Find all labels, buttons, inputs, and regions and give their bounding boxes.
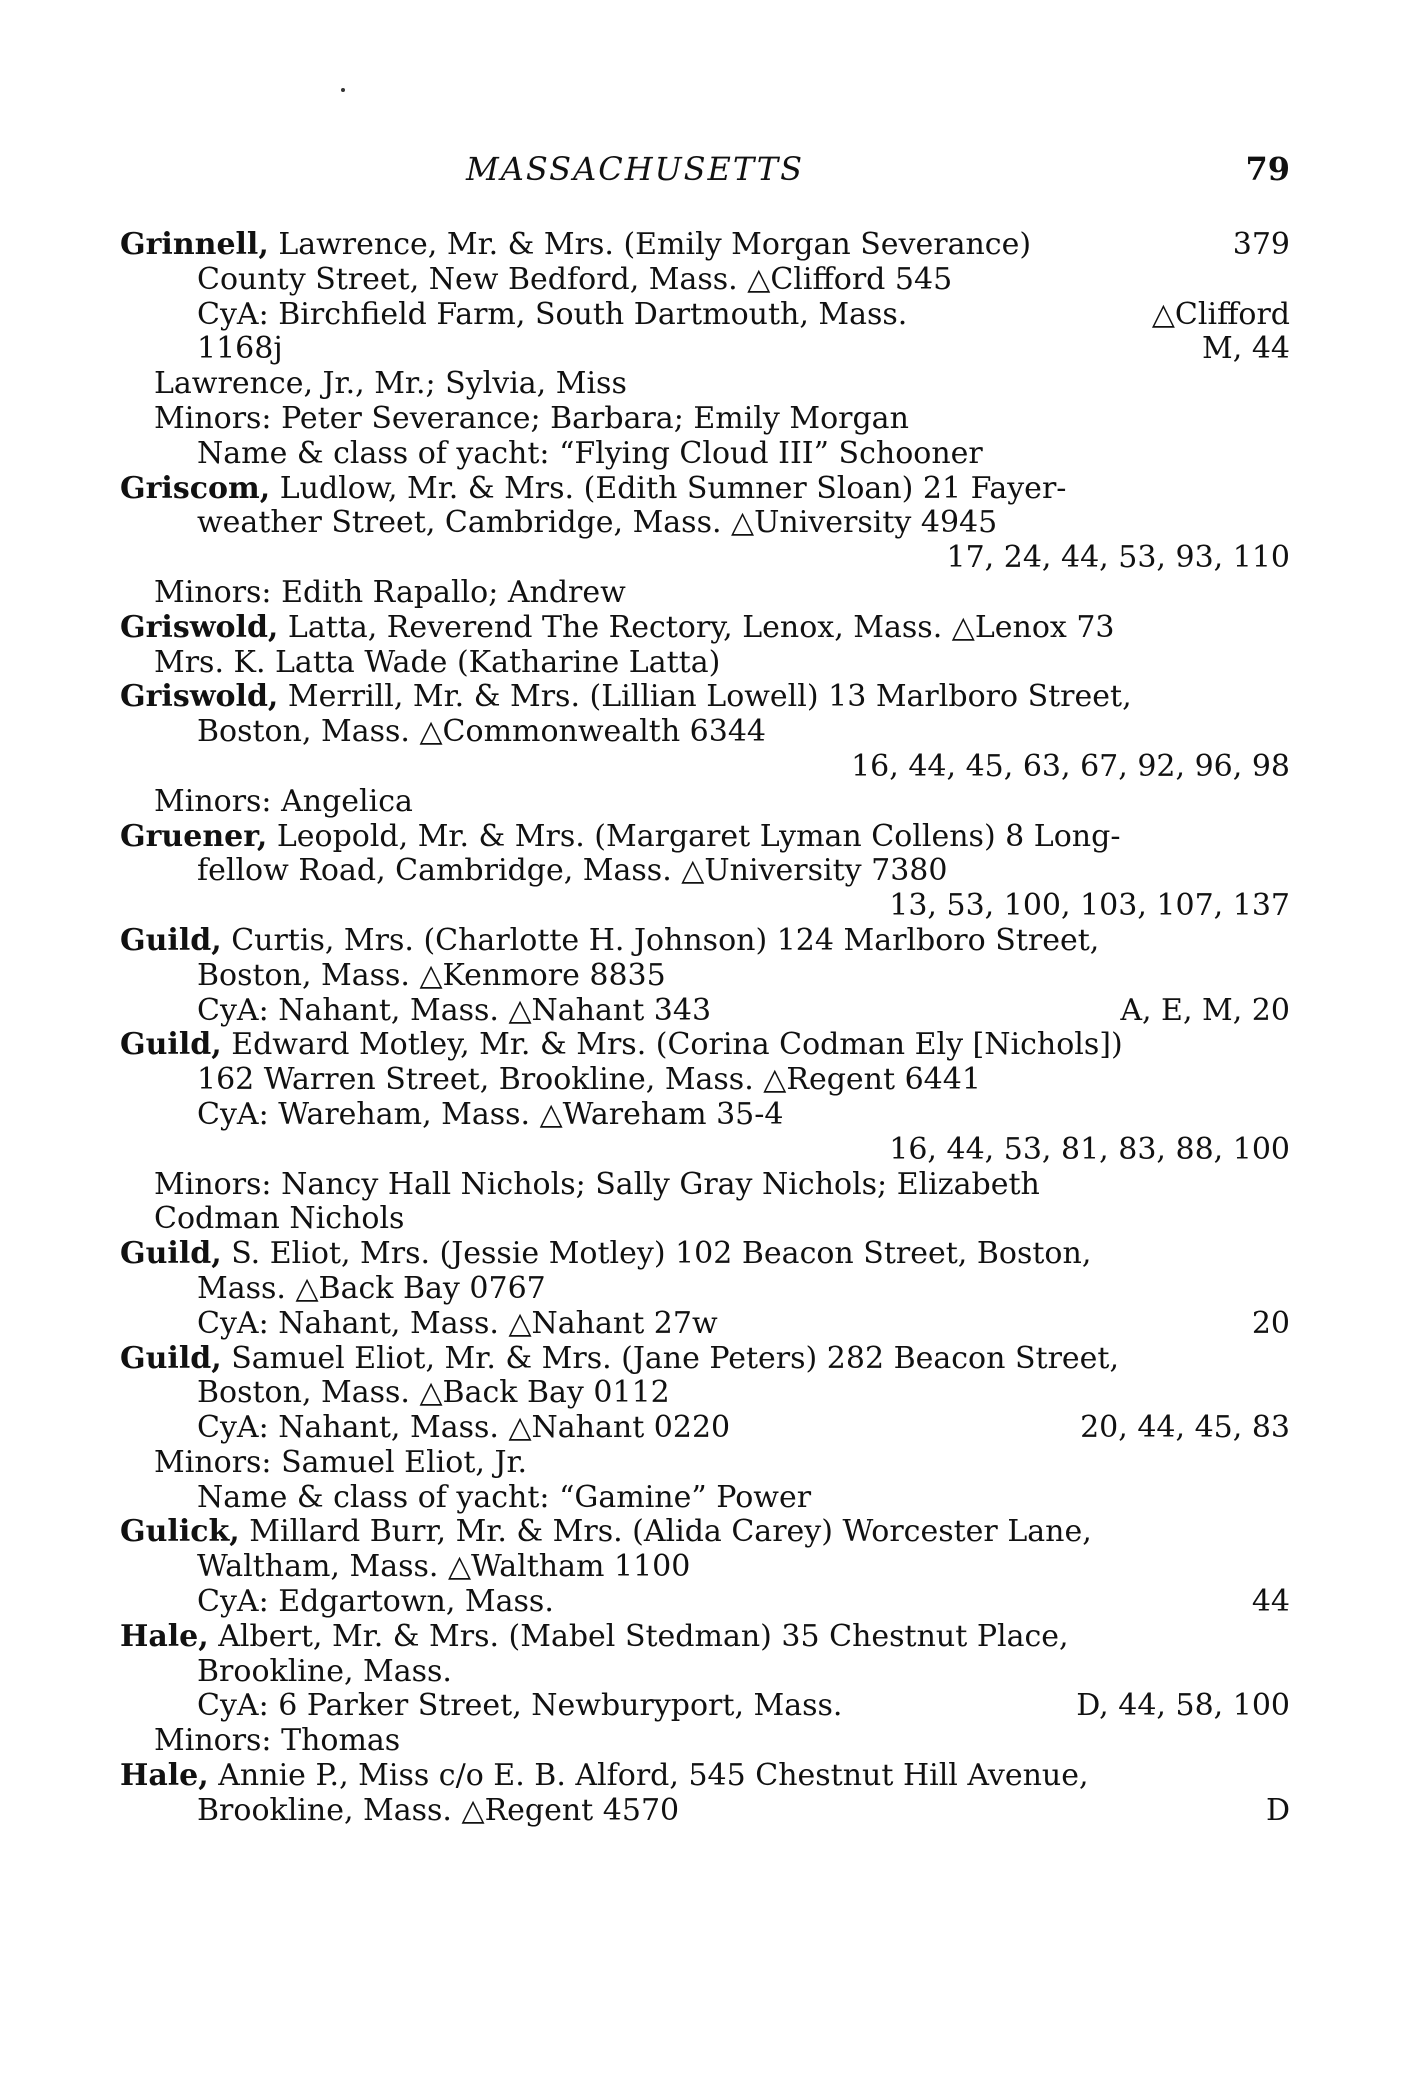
entry-line xyxy=(120,1098,1290,1133)
entry-head-line xyxy=(120,1237,1290,1272)
entry-text: CyA: Nahant, Mass. △Nahant 343 xyxy=(197,992,712,1028)
entry-head-line xyxy=(120,924,1290,959)
entry-line xyxy=(120,1481,1290,1516)
entry-line xyxy=(120,1724,1290,1759)
entry-text: Ludlow, Mr. & Mrs. (Edith Sumner Sloan) 21 Fayer- xyxy=(270,470,1067,506)
entry-text: Leopold, Mr. & Mrs. (Margaret Lyman Collens) 8 Long- xyxy=(267,818,1121,854)
running-head: MASSACHUSETTS xyxy=(465,150,805,188)
entry-text: fellow Road, Cambridge, Mass. △University 7380 xyxy=(197,853,948,889)
surname: Gruener, xyxy=(120,818,268,854)
entry-text: Minors: Nancy Hall Nichols; Sally Gray Nichols; Elizabeth xyxy=(154,1166,1040,1202)
entry-line xyxy=(120,298,1290,333)
entry-text: Samuel Eliot, Mr. & Mrs. (Jane Peters) 282 Beacon Street, xyxy=(221,1340,1120,1376)
entry-head-line xyxy=(120,820,1290,855)
page-header xyxy=(120,150,1290,190)
entry-right-code: A, E, M, 20 xyxy=(1120,992,1290,1028)
entry-text: 1168j xyxy=(197,331,283,367)
entry-text: Name & class of yacht: “Flying Cloud III” Schooner xyxy=(197,435,983,471)
entry-text: Minors: Peter Severance; Barbara; Emily Morgan xyxy=(154,400,909,436)
entry-right-code: 13, 53, 100, 103, 107, 137 xyxy=(889,888,1290,924)
entry-text: Albert, Mr. & Mrs. (Mabel Stedman) 35 Chestnut Place, xyxy=(208,1618,1069,1654)
entry-text: Minors: Thomas xyxy=(154,1723,401,1759)
entry-line xyxy=(120,646,1290,681)
entry-text: Mrs. K. Latta Wade (Katharine Latta) xyxy=(154,644,721,680)
entry-line xyxy=(120,1063,1290,1098)
entry-right-code: D, 44, 58, 100 xyxy=(1076,1688,1290,1724)
surname: Hale, xyxy=(120,1758,209,1794)
entry-text: Minors: Angelica xyxy=(154,783,413,819)
entry-text: Edward Motley, Mr. & Mrs. (Corina Codman Ely [Nichols]) xyxy=(221,1027,1123,1063)
entry-line xyxy=(120,1689,1290,1724)
entry-text: Boston, Mass. △Kenmore 8835 xyxy=(197,957,666,993)
entry-head-line xyxy=(120,680,1290,715)
entry-text: Codman Nichols xyxy=(154,1201,405,1237)
surname: Griscom, xyxy=(120,470,271,506)
entry-text: S. Eliot, Mrs. (Jessie Motley) 102 Beacon Street, Boston, xyxy=(221,1236,1092,1272)
surname: Hale, xyxy=(120,1618,209,1654)
entry-right-code: 17, 24, 44, 53, 93, 110 xyxy=(946,540,1290,576)
entry-right-code: D xyxy=(1265,1792,1290,1828)
entry-text: Boston, Mass. △Back Bay 0112 xyxy=(197,1375,670,1411)
surname: Gulick, xyxy=(120,1514,240,1550)
surname: Guild, xyxy=(120,1027,222,1063)
entry-line xyxy=(120,1794,1290,1829)
entry-text: County Street, New Bedford, Mass. △Clifford 545 xyxy=(197,261,953,297)
entry-line xyxy=(120,1272,1290,1307)
entry-line xyxy=(120,1133,1290,1168)
entry-line xyxy=(120,1446,1290,1481)
entry-line xyxy=(120,994,1290,1029)
entry-text: CyA: Birchfield Farm, South Dartmouth, Mass. xyxy=(197,296,908,332)
entry-line xyxy=(120,785,1290,820)
entry-text: CyA: 6 Parker Street, Newburyport, Mass. xyxy=(197,1688,843,1724)
entry-right-code: 16, 44, 45, 63, 67, 92, 96, 98 xyxy=(851,748,1290,784)
entry-line xyxy=(120,402,1290,437)
entry-line xyxy=(120,367,1290,402)
entry-text: CyA: Nahant, Mass. △Nahant 0220 xyxy=(197,1410,731,1446)
surname: Guild, xyxy=(120,1340,222,1376)
entry-text: weather Street, Cambridge, Mass. △University 4945 xyxy=(197,505,998,541)
entry-head-line xyxy=(120,472,1290,507)
entry-line xyxy=(120,1202,1290,1237)
entry-head-line xyxy=(120,611,1290,646)
entry-head-line xyxy=(120,1759,1290,1794)
surname: Guild, xyxy=(120,1236,222,1272)
entry-head-line xyxy=(120,1342,1290,1377)
entry-text: CyA: Wareham, Mass. △Wareham 35-4 xyxy=(197,1096,784,1132)
entry-text: Brookline, Mass. △Regent 4570 xyxy=(197,1792,680,1828)
surname: Griswold, xyxy=(120,679,279,715)
entry-text: Curtis, Mrs. (Charlotte H. Johnson) 124 Marlboro Street, xyxy=(221,922,1100,958)
directory-entries xyxy=(120,228,1290,1829)
entry-text: Waltham, Mass. △Waltham 1100 xyxy=(197,1549,691,1585)
surname: Grinnell, xyxy=(120,227,269,262)
entry-line xyxy=(120,263,1290,298)
entry-text: 162 Warren Street, Brookline, Mass. △Regent 6441 xyxy=(197,1062,981,1098)
entry-head-line xyxy=(120,1028,1290,1063)
entry-text: Merrill, Mr. & Mrs. (Lillian Lowell) 13 Marlboro Street, xyxy=(278,679,1132,715)
entry-text: CyA: Edgartown, Mass. xyxy=(197,1584,554,1620)
entry-text: Mass. △Back Bay 0767 xyxy=(197,1270,546,1306)
entry-text: Minors: Samuel Eliot, Jr. xyxy=(154,1444,528,1480)
entry-text: Lawrence, Mr. & Mrs. (Emily Morgan Severance) xyxy=(268,227,1032,262)
entry-line xyxy=(120,1550,1290,1585)
stray-ink-dot xyxy=(341,88,345,92)
entry-head-line xyxy=(120,228,1290,263)
entry-right-code: 379 xyxy=(1232,227,1290,262)
entry-text: CyA: Nahant, Mass. △Nahant 27w xyxy=(197,1305,718,1341)
entry-line xyxy=(120,576,1290,611)
entry-text: Brookline, Mass. xyxy=(197,1653,452,1689)
entry-text: Name & class of yacht: “Gamine” Power xyxy=(197,1479,812,1515)
entry-line xyxy=(120,506,1290,541)
entry-text: Boston, Mass. △Commonwealth 6344 xyxy=(197,714,767,750)
entry-text: Minors: Edith Rapallo; Andrew xyxy=(154,574,626,610)
entry-line xyxy=(120,1168,1290,1203)
entry-right-code: 20 xyxy=(1251,1305,1290,1341)
entry-line xyxy=(120,541,1290,576)
entry-head-line xyxy=(120,1620,1290,1655)
entry-text: Millard Burr, Mr. & Mrs. (Alida Carey) Worcester Lane, xyxy=(239,1514,1092,1550)
entry-line xyxy=(120,959,1290,994)
entry-line xyxy=(120,1411,1290,1446)
entry-line xyxy=(120,1655,1290,1690)
entry-line xyxy=(120,715,1290,750)
entry-line xyxy=(120,1307,1290,1342)
entry-line xyxy=(120,1376,1290,1411)
entry-head-line xyxy=(120,1515,1290,1550)
entry-line xyxy=(120,437,1290,472)
entry-line xyxy=(120,854,1290,889)
entry-line xyxy=(120,889,1290,924)
surname: Griswold, xyxy=(120,609,279,645)
entry-text: Latta, Reverend The Rectory, Lenox, Mass. △Lenox 73 xyxy=(278,609,1115,645)
entry-right-code: M, 44 xyxy=(1202,331,1290,367)
entry-line xyxy=(120,1585,1290,1620)
entry-text: Lawrence, Jr., Mr.; Sylvia, Miss xyxy=(154,366,627,402)
entry-right-code: 16, 44, 53, 81, 83, 88, 100 xyxy=(889,1131,1290,1167)
entry-line xyxy=(120,332,1290,367)
page-number: 79 xyxy=(1245,150,1290,188)
entry-right-code: 20, 44, 45, 83 xyxy=(1080,1410,1290,1446)
entry-right-code: △Clifford xyxy=(1151,296,1290,332)
entry-line xyxy=(120,750,1290,785)
entry-right-code: 44 xyxy=(1251,1584,1290,1620)
entry-text: Annie P., Miss c/o E. B. Alford, 545 Chestnut Hill Avenue, xyxy=(208,1758,1089,1794)
surname: Guild, xyxy=(120,922,222,958)
